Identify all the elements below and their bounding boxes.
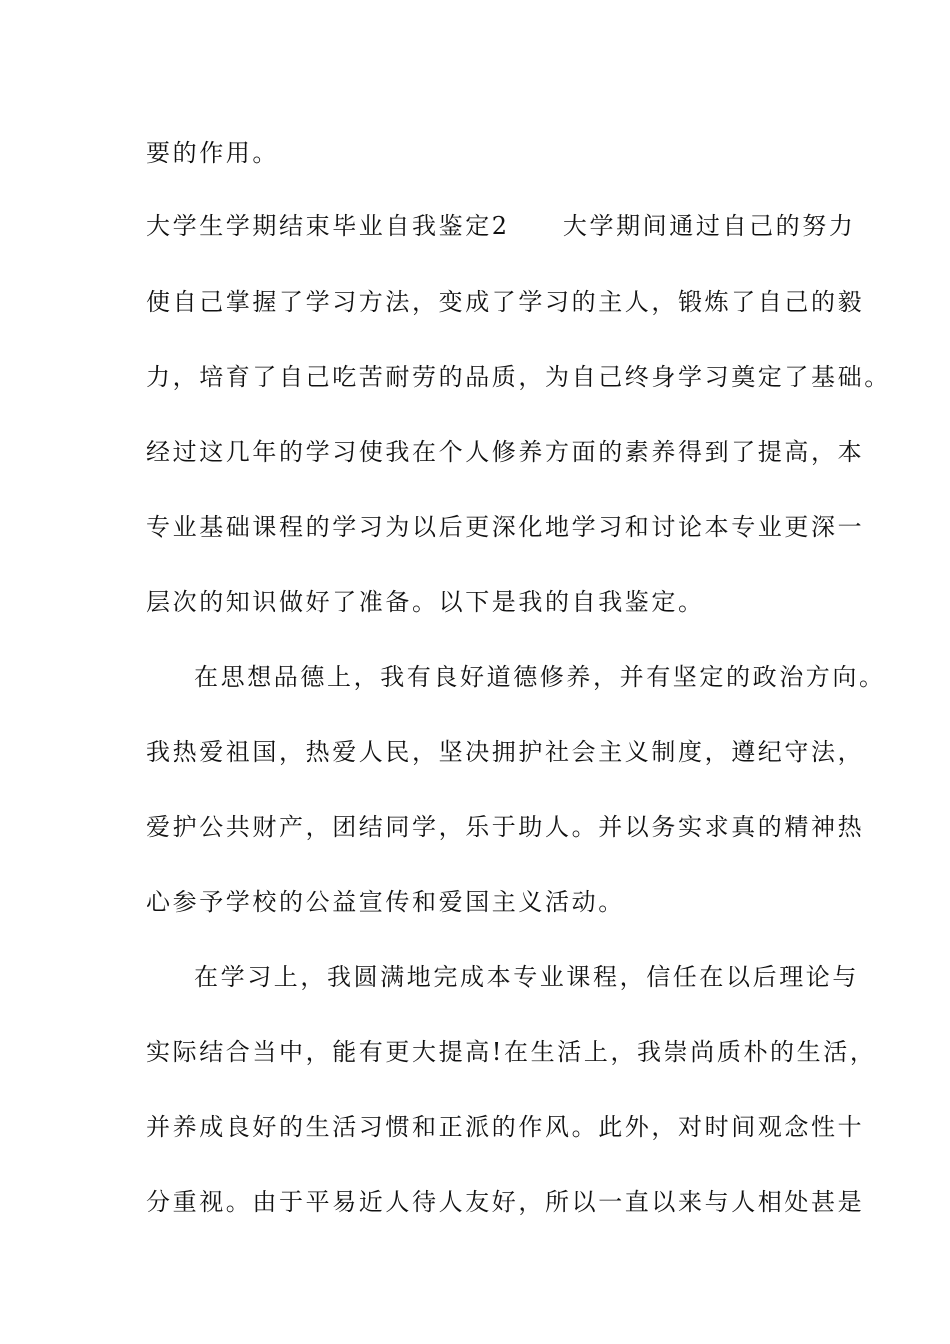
paragraph-first-line: 在学习上，我圆满地完成本专业课程，信任在以后理论与 <box>194 963 859 991</box>
text-line: 使自己掌握了学习方法，变成了学习的主人，锻炼了自己的毅 <box>146 288 865 316</box>
text-line: 爱护公共财产，团结同学，乐于助人。并以务实求真的精神热 <box>146 813 865 841</box>
text-line: 专业基础课程的学习为以后更深化地学习和讨论本专业更深一 <box>146 513 865 541</box>
text-line: 实际结合当中，能有更大提高!在生活上，我崇尚质朴的生活， <box>146 1038 877 1066</box>
text-line: 经过这几年的学习使我在个人修养方面的素养得到了提高，本 <box>146 438 865 466</box>
text-line: 层次的知识做好了准备。以下是我的自我鉴定。 <box>146 588 705 616</box>
text-line: 心参予学校的公益宣传和爱国主义活动。 <box>146 888 625 916</box>
text-line: 要的作用。 <box>146 139 279 167</box>
text-line: 我热爱祖国，热爱人民，坚决拥护社会主义制度，遵纪守法， <box>146 738 865 766</box>
text-line: 并养成良好的生活习惯和正派的作风。此外，对时间观念性十 <box>146 1113 865 1141</box>
text-line: 分重视。由于平易近人待人友好，所以一直以来与人相处甚是 <box>146 1188 865 1216</box>
text-line: 大学生学期结束毕业自我鉴定2 大学期间通过自己的努力 <box>146 212 856 240</box>
text-line: 力，培育了自己吃苦耐劳的品质，为自己终身学习奠定了基础。 <box>146 363 891 391</box>
paragraph-first-line: 在思想品德上，我有良好道德修养，并有坚定的政治方向。 <box>194 663 886 691</box>
